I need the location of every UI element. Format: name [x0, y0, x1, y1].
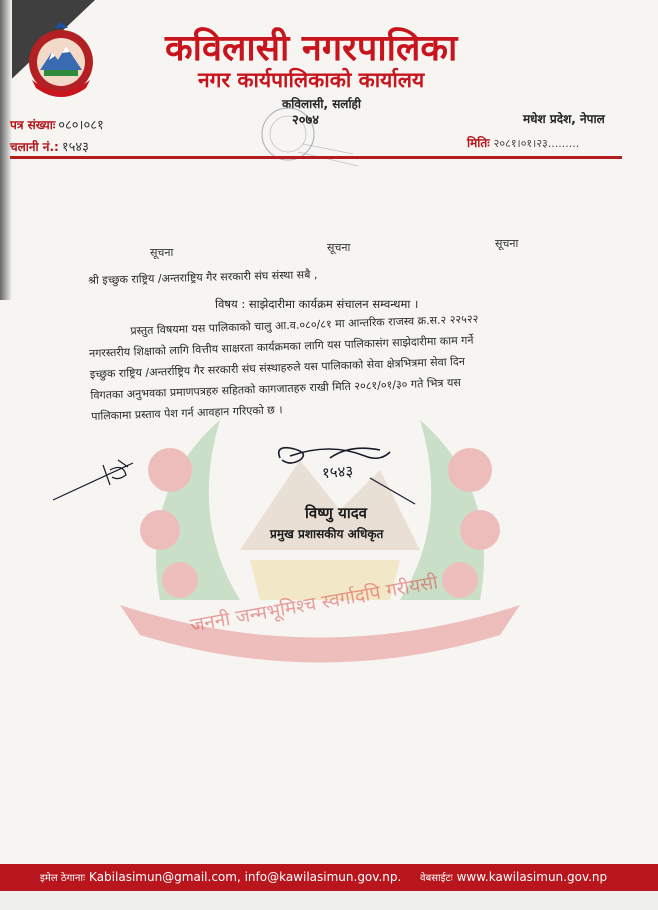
notice-heading-right: सूचना	[495, 237, 519, 250]
letter-number-row	[10, 115, 104, 133]
municipality-title: कविलासी नगरपालिका	[165, 28, 458, 69]
municipality-logo-icon	[24, 22, 98, 106]
date-label: मितिः	[467, 136, 490, 150]
bottom-margin	[0, 891, 658, 910]
footer-bar	[0, 864, 658, 891]
dispatch-number-row	[10, 137, 89, 155]
date-row	[467, 134, 579, 151]
letter-body	[88, 306, 561, 427]
letter-body-line: इच्छुक राष्ट्रिय /अन्तर्राष्ट्रिय गैर सरकारी संघ संस्थाहरुले यस पालिकाको सेवा क्षेत्रभित्रमा सेवा दिन	[89, 354, 466, 381]
footer-website	[420, 870, 607, 884]
letter-addressee: श्री इच्छुक राष्ट्रिय /अन्तराष्ट्रिय गैर सरकारी संघ संस्था सबै ,	[88, 267, 318, 287]
letter-body-line: प्रस्तुत विषयमा यस पालिकाको चालु आ.व.०८०/८१ मा आन्तरिक राजस्व क्र.स.२ २२५२२	[130, 312, 479, 338]
email-label: इमेल ठेगानाः	[40, 873, 86, 884]
dispatch-number-value: १५४३	[61, 140, 89, 155]
notice-heading-center: सूचना	[327, 241, 351, 254]
office-subtitle: नगर कार्यपालिकाको कार्यालय	[198, 68, 425, 92]
watermark-motto: जननी जन्मभूमिश्च स्वर्गादपि गरीयसी	[188, 571, 440, 637]
letter-body-line: विगतका अनुभवका प्रमाणपत्रहरु सहितको कागजातहरु राखी मिति २०८१/०१/३० गते भित्र यस	[90, 376, 462, 402]
date-value: २०८१।०१।२३.........	[493, 137, 580, 150]
letter-body-line: नगरस्तरीय शिक्षाको लागि वित्तीय साक्षरता कार्यक्रमका लागि यस पालिकासंग साझेदारीमा काम गर्ने	[88, 333, 474, 360]
signature-number: १५४३	[321, 461, 354, 483]
footer-email	[40, 870, 401, 884]
website-label: वेबसाईटः	[420, 873, 453, 884]
letter-body-line: पालिकामा प्रस्ताव पेश गर्न आवहान गरिएको छ ।	[91, 403, 283, 423]
header-divider	[10, 156, 622, 159]
letter-number-value: ०८०।०८१	[58, 118, 104, 133]
letter-number-label: पत्र संख्याः	[10, 118, 56, 132]
email-value[interactable]: Kabilasimun@gmail.com, info@kawilasimun.gov.np.	[89, 870, 402, 884]
dispatch-number-label: चलानी नं.:	[10, 140, 59, 154]
website-value[interactable]: www.kawilasimun.gov.np	[456, 870, 608, 884]
notice-heading-left: सूचना	[150, 246, 174, 259]
letter-subject: विषय : साझेदारीमा कार्यक्रम संचालन सम्वन्धमा ।	[215, 297, 419, 311]
established-year: २०७४	[292, 113, 320, 128]
initial-signature-icon	[48, 455, 143, 505]
province-label: मधेश प्रदेश, नेपाल	[523, 112, 605, 126]
office-address: कविलासी, सर्लाही	[282, 97, 362, 111]
signatory-post: प्रमुख प्रशासकीय अधिकृत	[270, 527, 384, 541]
signatory-name: विष्णु यादव	[305, 504, 368, 522]
